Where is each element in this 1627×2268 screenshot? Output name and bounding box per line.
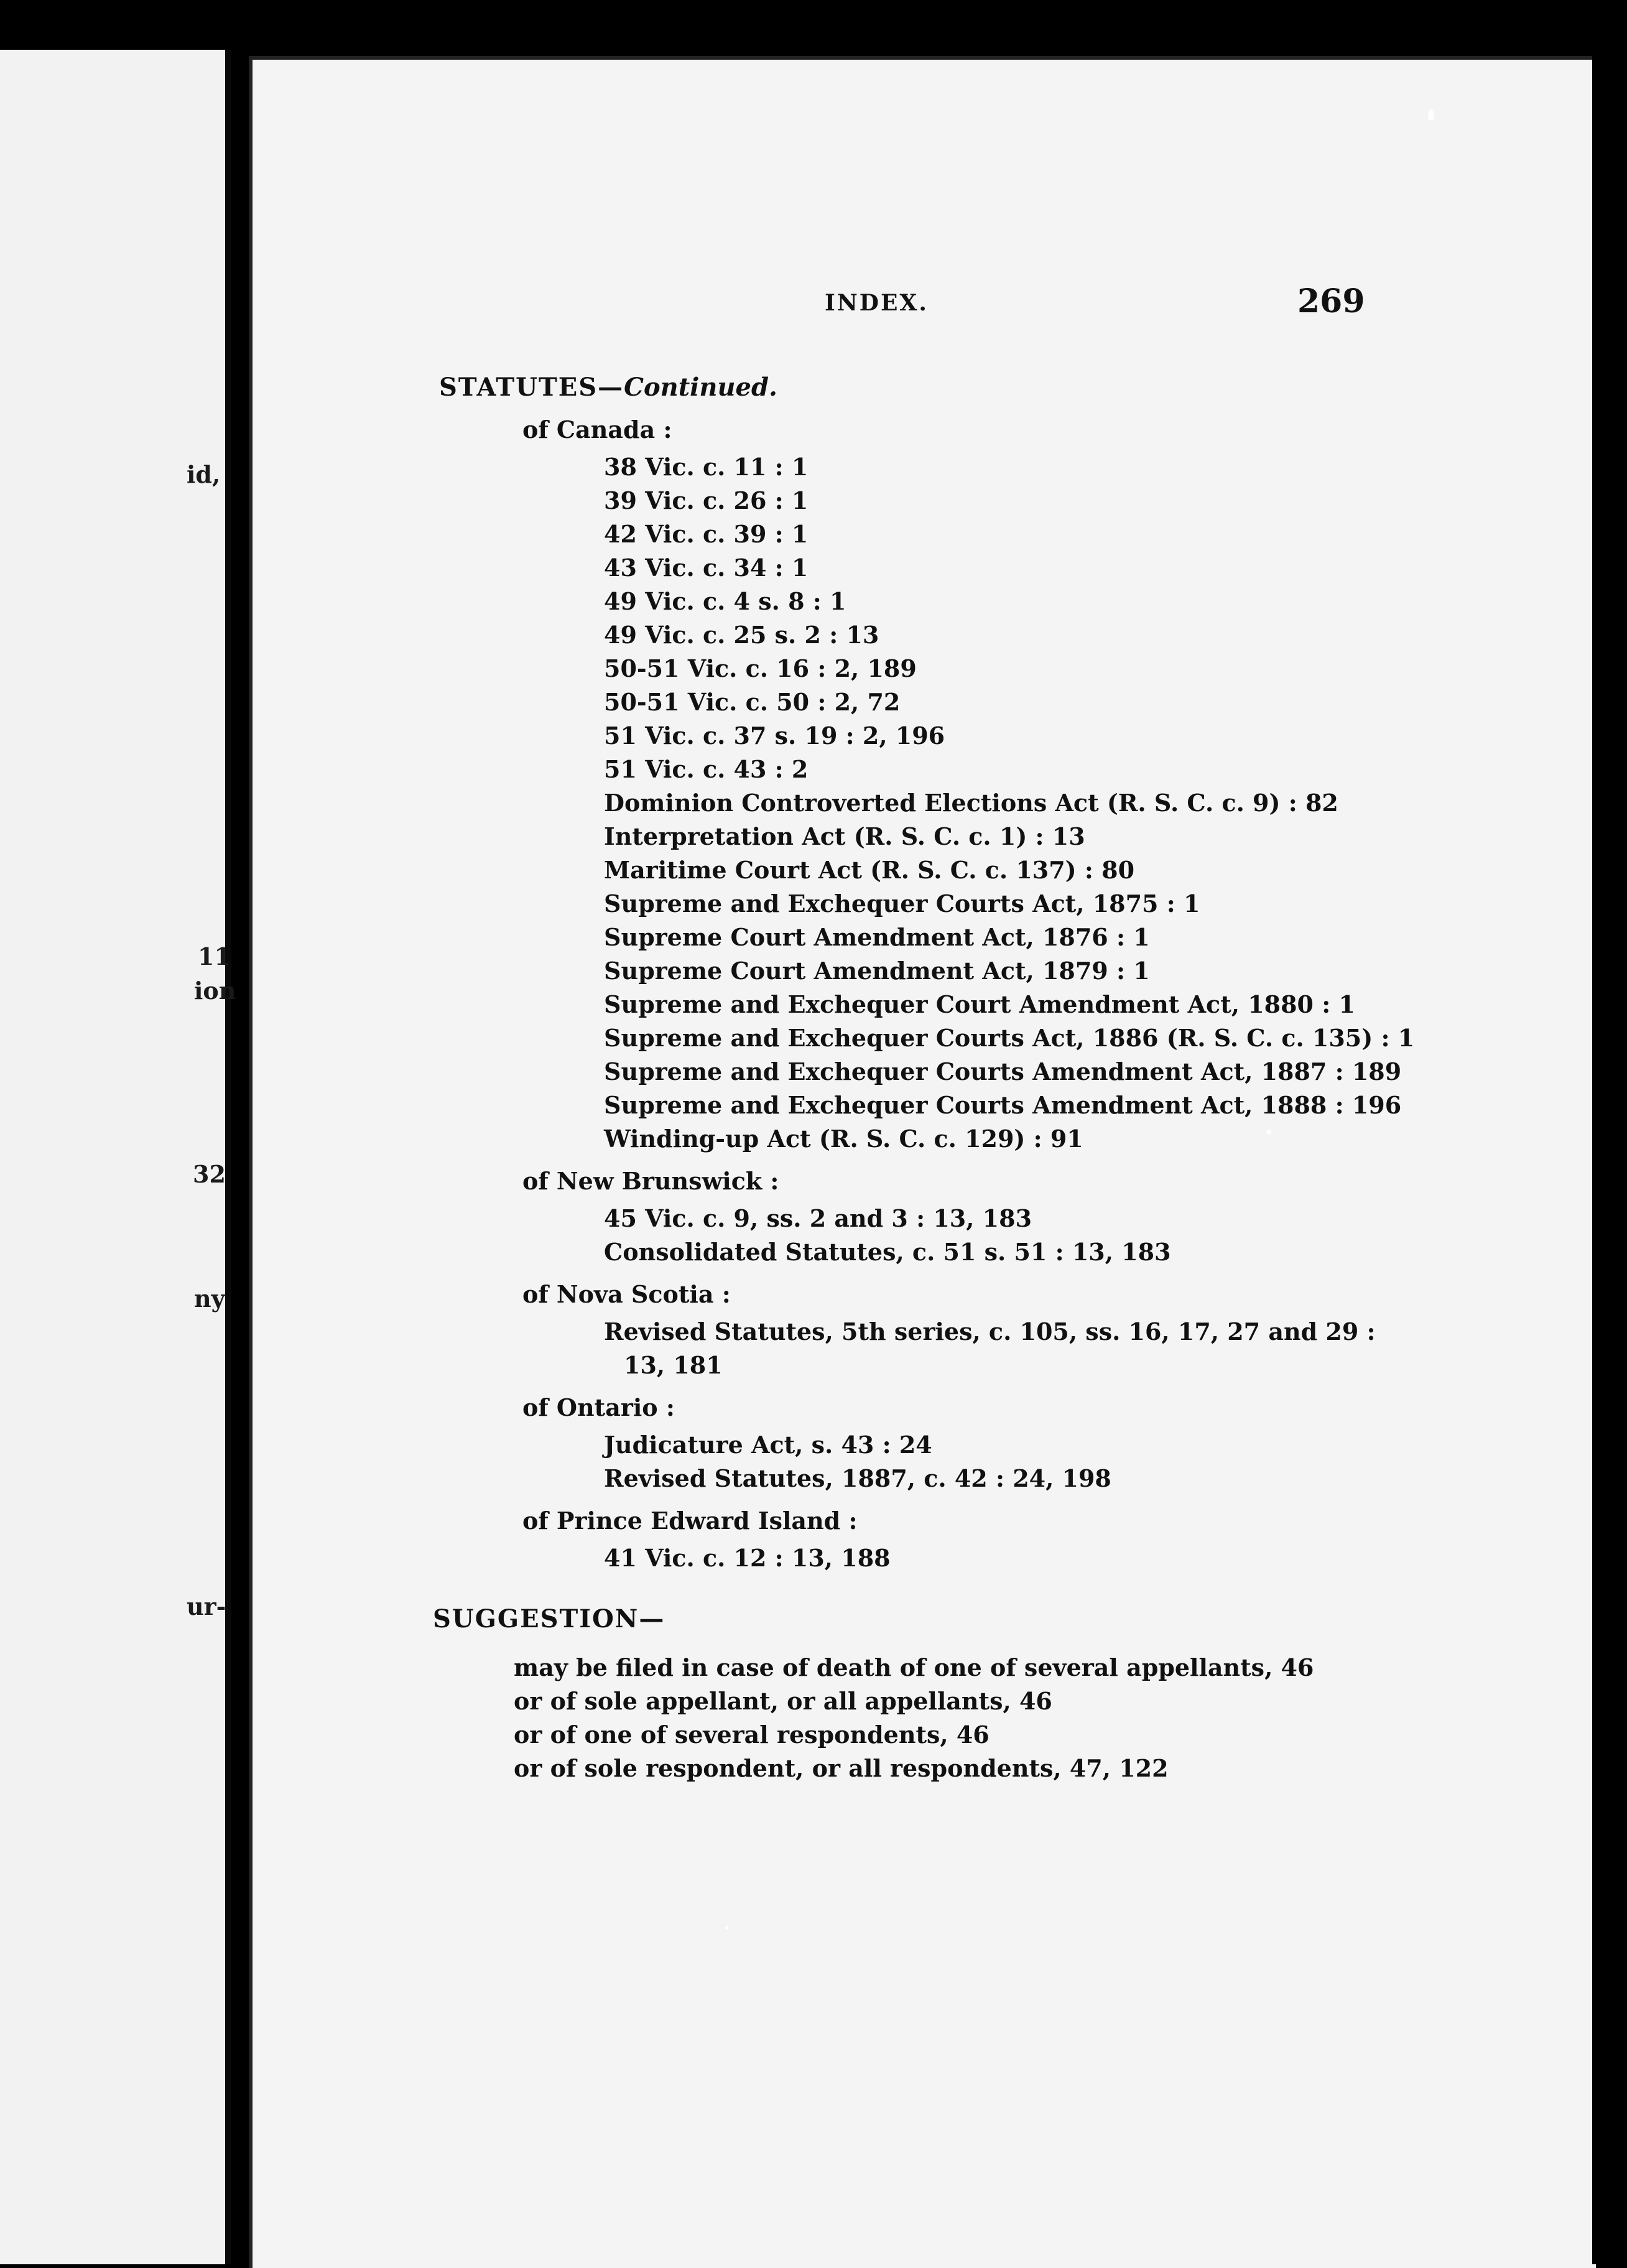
index-entry: Dominion Controverted Elections Act (R. S. C. c. 9) : 82 — [604, 789, 1338, 817]
index-entry: 49 Vic. c. 4 s. 8 : 1 — [604, 587, 846, 615]
index-entry: 45 Vic. c. 9, ss. 2 and 3 : 13, 183 — [604, 1204, 1032, 1232]
jurisdiction-nova-scotia: of Nova Scotia : — [522, 1280, 731, 1308]
facing-page-fragment: id, — [187, 460, 221, 488]
index-entry: 38 Vic. c. 11 : 1 — [604, 453, 809, 481]
facing-page-fragment: ion — [194, 977, 236, 1005]
index-entry: 42 Vic. c. 39 : 1 — [604, 520, 809, 548]
jurisdiction-canada: of Canada : — [522, 416, 672, 444]
index-entry: Supreme and Exchequer Courts Act, 1886 (R. S. C. c. 135) : 1 — [604, 1024, 1415, 1052]
page-header — [253, 282, 1366, 333]
index-entry: Supreme and Exchequer Courts Amendment Act, 1888 : 196 — [604, 1091, 1402, 1119]
suggestion-entries — [439, 1651, 1496, 1785]
page-number: 269 — [1297, 282, 1365, 320]
scan-border — [1592, 0, 1627, 2264]
index-entry: Revised Statutes, 5th series, c. 105, ss. 16, 17, 27 and 29 : 13, 181 — [604, 1318, 1376, 1379]
running-title: INDEX. — [825, 290, 929, 316]
index-page — [249, 56, 1596, 2268]
index-entry: 50-51 Vic. c. 50 : 2, 72 — [604, 688, 901, 716]
jurisdiction-ontario: of Ontario : — [522, 1393, 675, 1421]
index-entry: or of one of several respondents, 46 — [514, 1721, 990, 1749]
index-entry: 50-51 Vic. c. 16 : 2, 189 — [604, 654, 917, 682]
index-entry: Judicature Act, s. 43 : 24 — [604, 1431, 932, 1459]
index-entry: Supreme and Exchequer Courts Amendment Act, 1887 : 189 — [604, 1057, 1402, 1085]
index-entry: Revised Statutes, 1887, c. 42 : 24, 198 — [604, 1464, 1111, 1492]
index-entry: Winding-up Act (R. S. C. c. 129) : 91 — [604, 1125, 1083, 1153]
index-entry: 43 Vic. c. 34 : 1 — [604, 554, 809, 582]
scan-speck — [725, 1926, 729, 1930]
index-entry: Supreme and Exchequer Courts Act, 1875 : 1 — [604, 890, 1200, 918]
facing-page-fragment: 11 — [198, 942, 231, 970]
suggestion-heading: SUGGESTION— — [433, 1604, 665, 1634]
statutes-heading-title: STATUTES— — [439, 373, 624, 402]
index-entry: 49 Vic. c. 25 s. 2 : 13 — [604, 621, 879, 649]
index-content — [433, 371, 1496, 1785]
index-entry: 51 Vic. c. 43 : 2 — [604, 755, 809, 783]
index-entry: or of sole appellant, or all appellants, 46 — [514, 1687, 1052, 1715]
index-entry: 39 Vic. c. 26 : 1 — [604, 486, 809, 514]
index-entry: Maritime Court Act (R. S. C. c. 137) : 80 — [604, 856, 1135, 884]
index-entry: Interpretation Act (R. S. C. c. 1) : 13 — [604, 822, 1085, 850]
jurisdiction-new-brunswick: of New Brunswick : — [522, 1167, 779, 1195]
jurisdiction-prince-edward-island: of Prince Edward Island : — [522, 1507, 858, 1535]
continued-label: Continued. — [624, 373, 777, 402]
index-entry: 51 Vic. c. 37 s. 19 : 2, 196 — [604, 722, 945, 750]
index-entry: Supreme Court Amendment Act, 1876 : 1 — [604, 923, 1150, 951]
index-entry: Supreme and Exchequer Court Amendment Act, 1880 : 1 — [604, 990, 1355, 1018]
scan-speck — [1266, 1130, 1271, 1135]
facing-page-fragment: ur- — [187, 1592, 226, 1620]
facing-page-fragment: ny — [194, 1285, 225, 1313]
index-entry: Consolidated Statutes, c. 51 s. 51 : 13, 183 — [604, 1238, 1171, 1266]
index-entry: or of sole respondent, or all respondents, 47, 122 — [514, 1754, 1169, 1782]
index-entry: may be filed in case of death of one of several appellants, 46 — [514, 1653, 1314, 1681]
statutes-heading — [439, 371, 1496, 404]
index-entry: 41 Vic. c. 12 : 13, 188 — [604, 1544, 891, 1572]
facing-page-edge — [0, 50, 236, 2264]
facing-page-fragment: 32 — [193, 1160, 226, 1188]
scan-speck — [1428, 109, 1434, 121]
index-entry: Supreme Court Amendment Act, 1879 : 1 — [604, 957, 1150, 985]
